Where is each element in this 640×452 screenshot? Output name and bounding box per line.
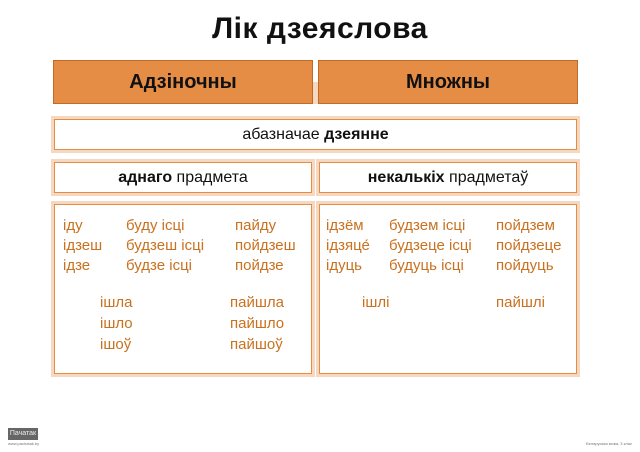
verb-form-past: ішло <box>100 315 133 332</box>
common-meaning-box <box>54 119 577 150</box>
footer-left-note: www.pachatak.by <box>8 441 40 446</box>
common-meaning-text: абазначае <box>242 125 325 143</box>
verb-form: ідзе <box>63 257 91 274</box>
page-title: Лік дзеяслова <box>212 12 428 45</box>
verb-form-past: пайшла <box>230 294 284 311</box>
verb-form: пойдзем <box>496 217 555 234</box>
verb-form: будзе ісці <box>126 257 192 274</box>
footer-right-note: Беларуская мова, 3 клас <box>586 441 632 446</box>
common-meaning-bold: дзеянне <box>324 125 389 143</box>
verb-form: будуць ісці <box>389 257 464 274</box>
verb-form: ідзеш <box>63 237 103 254</box>
verb-form: пойдуць <box>496 257 554 274</box>
header-plural: Множны <box>318 60 578 104</box>
plural-meaning-box <box>319 162 577 193</box>
verb-form: будзеце ісці <box>389 237 472 254</box>
plural-meaning-bold: некалькіх <box>367 168 445 186</box>
verb-form-past: ішоў <box>100 336 132 353</box>
verb-form: пойдзеш <box>235 237 296 254</box>
verb-form-past: пайшоў <box>230 336 283 353</box>
verb-form: пайду <box>235 217 277 234</box>
singular-meaning-box <box>54 162 312 193</box>
publisher-logo: Пачатак <box>8 428 38 440</box>
verb-form-past: ішлі <box>362 294 390 311</box>
verb-form: ідзяце́ <box>326 237 370 254</box>
singular-meaning-bold: аднаго <box>118 168 173 186</box>
verb-form: іду <box>63 217 83 234</box>
plural-meaning-text: прадметаў <box>444 168 529 186</box>
verb-form: будзеш ісці <box>126 237 205 254</box>
verb-form: пойдзе <box>235 257 284 274</box>
singular-meaning-text: прадмета <box>172 168 248 186</box>
verb-form: ідзём <box>326 217 364 234</box>
header-singular: Адзіночны <box>53 60 313 104</box>
verb-form-past: пайшло <box>230 315 285 332</box>
verb-form-past: пайшлі <box>496 294 545 311</box>
verb-form: буду ісці <box>126 217 185 234</box>
verb-form: пойдзеце <box>496 237 562 254</box>
verb-form: будзем ісці <box>389 217 466 234</box>
verb-form-past: ішла <box>100 294 133 311</box>
verb-form: ідуць <box>326 257 362 274</box>
